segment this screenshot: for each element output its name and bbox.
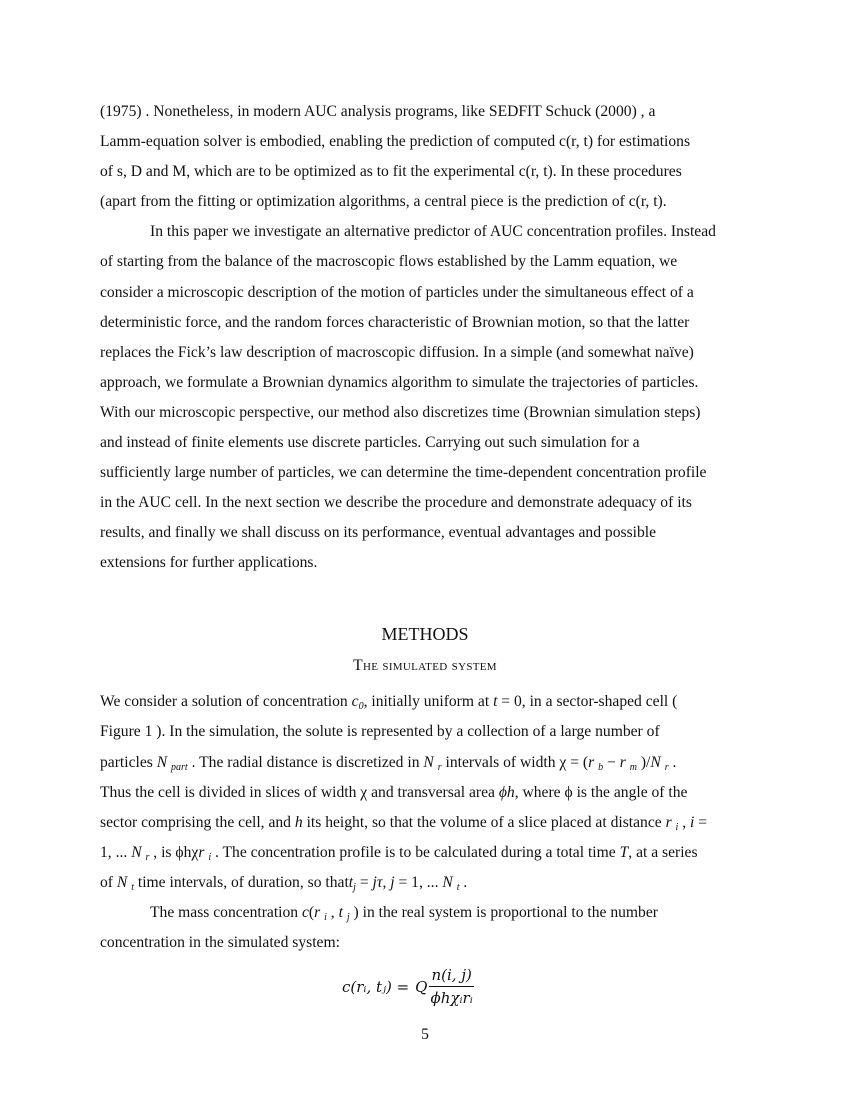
paragraph2-line: results, and finally we shall discuss on its performance, eventual advantages and possible: [100, 524, 657, 541]
paragraph2-line: of starting from the balance of the macroscopic flows established by the Lamm equation, we: [100, 253, 678, 270]
paragraph2-line: sufficiently large number of particles, we can determine the time-dependent concentration profile: [100, 464, 707, 481]
equation-lhs: c(rᵢ, tⱼ) =: [342, 977, 410, 996]
paragraph3-line: particles N $_{part}$ . The radial distance is discretized in N $_r$ intervals of width χ = (r $_b$ − r $_m$ )/N $_r$ .: [100, 754, 677, 773]
page-number: 5: [421, 1026, 429, 1043]
paragraph2-line: and instead of finite elements use discrete particles. Carrying out such simulation for a: [100, 434, 640, 451]
paragraph2-line: With our microscopic perspective, our method also discretizes time (Brownian simulation steps): [100, 404, 701, 421]
subsection-heading: The simulated system: [353, 657, 497, 674]
concentration-equation: [342, 966, 474, 1007]
paragraph1-line: Lamm-equation solver is embodied, enabling the prediction of computed c(r, t) for estimations: [100, 133, 691, 150]
paragraph3-line: Figure 1 ). In the simulation, the solute is represented by a collection of a large number of: [100, 723, 660, 740]
paragraph4-line: concentration in the simulated system:: [100, 934, 340, 951]
equation-numerator: n(i, j): [429, 966, 473, 987]
paragraph4-line: The mass concentration c(r $_i$ , t $_j$ ) in the real system is proportional to the number: [150, 904, 658, 923]
paragraph3-line: 1, ... N $_r$ , is ϕhχr $_i$ . The concentration profile is to be calculated during a total time T, at a series: [100, 844, 698, 863]
paragraph1-line: (apart from the fitting or optimization algorithms, a central piece is the prediction of c(r, t).: [100, 193, 667, 210]
paragraph3-line: sector comprising the cell, and h its height, so that the volume of a slice placed at distance r $_i$ , i =: [100, 814, 708, 833]
paragraph2-line: replaces the Fick’s law description of macroscopic diffusion. In a simple (and somewhat naïve): [100, 344, 694, 361]
paragraph2-line: In this paper we investigate an alternative predictor of AUC concentration profiles. Instead: [150, 223, 716, 240]
paragraph2-line: consider a microscopic description of the motion of particles under the simultaneous effect of a: [100, 284, 694, 301]
paragraph3-line: Thus the cell is divided in slices of width χ and transversal area ϕh, where ϕ is the angle of the: [100, 784, 688, 801]
section-heading: METHODS: [381, 624, 469, 644]
equation-denominator: ϕhχᵢrᵢ: [430, 989, 473, 1007]
equation-constant: Q: [415, 977, 428, 996]
paragraph2-line: extensions for further applications.: [100, 554, 318, 571]
paragraph1-line: of s, D and M, which are to be optimized as to fit the experimental c(r, t). In these procedures: [100, 163, 682, 180]
paragraph2-line: deterministic force, and the random forces characteristic of Brownian motion, so that the latter: [100, 314, 690, 331]
paragraph2-line: approach, we formulate a Brownian dynamics algorithm to simulate the trajectories of particles.: [100, 374, 699, 391]
equation-fraction: [429, 966, 473, 1007]
paragraph1-line: (1975) . Nonetheless, in modern AUC analysis programs, like SEDFIT Schuck (2000) , a: [100, 103, 656, 120]
paragraph3-line: We consider a solution of concentration $c_0$, initially uniform at t = 0, in a sector-shaped cell (: [100, 693, 678, 712]
paragraph3-line: of N $_t$ time intervals, of duration, so thatt$_j$ = jτ, j = 1, ... N $_t$ .: [100, 874, 468, 893]
paragraph2-line: in the AUC cell. In the next section we describe the procedure and demonstrate adequacy of its: [100, 494, 692, 511]
